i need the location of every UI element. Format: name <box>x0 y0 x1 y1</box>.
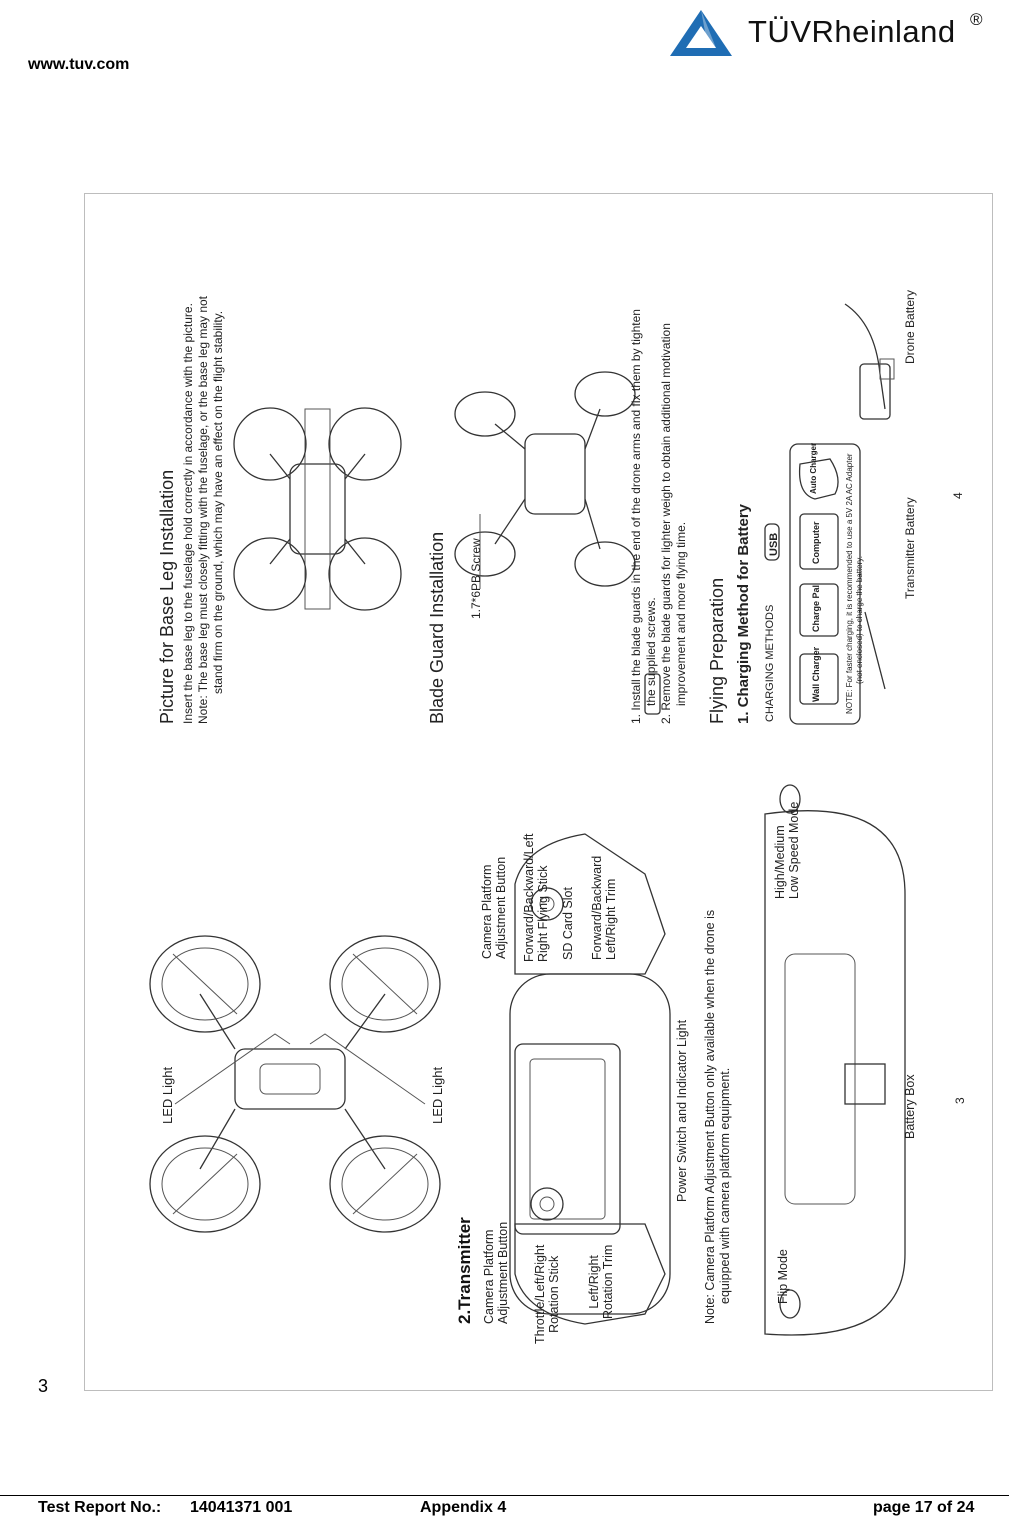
report-number: 14041371 001 <box>190 1499 293 1516</box>
label-line: Rotation Trim <box>601 1244 615 1319</box>
flying-prep-title: Flying Preparation <box>707 577 727 724</box>
note-line: Note: Camera Platform Adjustment Button only available when the drone is <box>703 909 717 1324</box>
manual-scan-image <box>84 193 993 1391</box>
tx-fb-trim-label <box>590 856 618 960</box>
transmitter-heading: 2.Transmitter <box>455 1217 474 1324</box>
tx-speed-mode-label <box>773 802 801 899</box>
transmitter-page-number: 3 <box>953 1097 967 1104</box>
footer-divider <box>0 1495 1009 1496</box>
tx-power-label: Power Switch and Indicator Light <box>675 1019 689 1202</box>
tx-lr-trim-label <box>587 1245 615 1319</box>
screw-label: 1.7*6PB Screw <box>469 538 483 619</box>
transmitter-battery-label: Transmitter Battery <box>903 497 917 599</box>
note-line: NOTE: For faster charging, it is recommended to use a 5V 2A AC Adapter <box>845 453 854 714</box>
tuv-logo <box>664 6 994 62</box>
tx-sd-slot-label: SD Card Slot <box>561 887 575 960</box>
note-line: equipped with camera platform equipment. <box>718 1067 732 1304</box>
text-line: 2. Remove the blade guards for lighter weigh to obtain additional motivation <box>659 323 673 724</box>
label-line: Forward/Backward <box>590 855 604 960</box>
logo-registered-mark: ® <box>970 10 983 29</box>
base-leg-title: Picture for Base Leg Installation <box>157 469 177 724</box>
label-line: Camera Platform <box>480 864 494 959</box>
label-line: Rotation Stick <box>547 1255 561 1333</box>
note-line: (not enclosed) to charge the battery. <box>855 556 864 684</box>
tx-camera-adjust-right-label <box>480 857 508 959</box>
label-line: Forward/Backward/Left <box>522 833 536 962</box>
led-light-bottom-label: LED Light <box>430 1066 445 1124</box>
tx-throttle-label <box>533 1245 561 1344</box>
charging-note <box>845 453 865 714</box>
usb-label: USB <box>768 532 780 556</box>
wall-charger-label: Wall Charger <box>811 646 821 702</box>
drone-battery-label: Drone Battery <box>903 289 917 364</box>
appendix-label: Appendix 4 <box>420 1499 507 1516</box>
logo-text: TÜVRheinland <box>748 14 956 49</box>
label-line: Adjustment Button <box>494 856 508 959</box>
website-url[interactable]: www.tuv.com <box>28 56 130 73</box>
prep-page-number: 4 <box>951 492 965 499</box>
charging-methods-label: CHARGING METHODS <box>764 604 776 722</box>
label-line: Throttle/Left/Right <box>533 1244 547 1344</box>
text-line: stand firm on the ground, which may have an effect on the flight stability. <box>211 310 225 694</box>
computer-label: Computer <box>811 521 821 564</box>
text-line: improvement and more flying time. <box>674 521 688 706</box>
blade-guard-title: Blade Guard Installation <box>427 531 447 724</box>
tx-battery-box-label: Battery Box <box>903 1074 917 1139</box>
auto-charger-label: Auto Charger <box>809 442 818 494</box>
label-line: Adjustment Button <box>496 1221 510 1324</box>
page-number: 3 <box>38 1376 49 1396</box>
base-leg-text <box>181 296 226 724</box>
label-line: Left/Right <box>587 1255 601 1309</box>
report-number-label: Test Report No.: <box>38 1499 162 1516</box>
label-line: High/Medium <box>773 825 787 899</box>
tx-fb-stick-label <box>522 833 550 962</box>
label-line: Right Flying Stick <box>536 865 550 962</box>
text-line: the supplied screws. <box>644 597 658 706</box>
charging-title: 1. Charging Method for Battery <box>735 503 752 724</box>
tx-note <box>703 910 733 1324</box>
charge-pal-label: Charge Pal <box>811 584 821 632</box>
label-line: Camera Platform <box>482 1229 496 1324</box>
blade-guard-text <box>629 309 689 724</box>
page-indicator: page 17 of 24 <box>873 1499 975 1516</box>
tx-flip-mode-label: Flip Mode <box>776 1249 790 1304</box>
tx-camera-adjust-left-label <box>482 1222 510 1324</box>
label-line: Left/Right Trim <box>604 878 618 960</box>
label-line: Low Speed Mode <box>787 801 801 899</box>
text-line: Insert the base leg to the fuselage hold correctly in accordance with the picture. <box>181 303 195 724</box>
led-light-top-label: LED Light <box>160 1066 175 1124</box>
text-line: Note: The base leg must closely fitting with the fuselage, or the base leg may not <box>196 295 210 724</box>
text-line: 1. Install the blade guards in the end of the drone arms and fix them by tighten <box>629 309 643 724</box>
base-leg-illustration <box>234 408 401 610</box>
drone-illustration <box>150 936 440 1232</box>
